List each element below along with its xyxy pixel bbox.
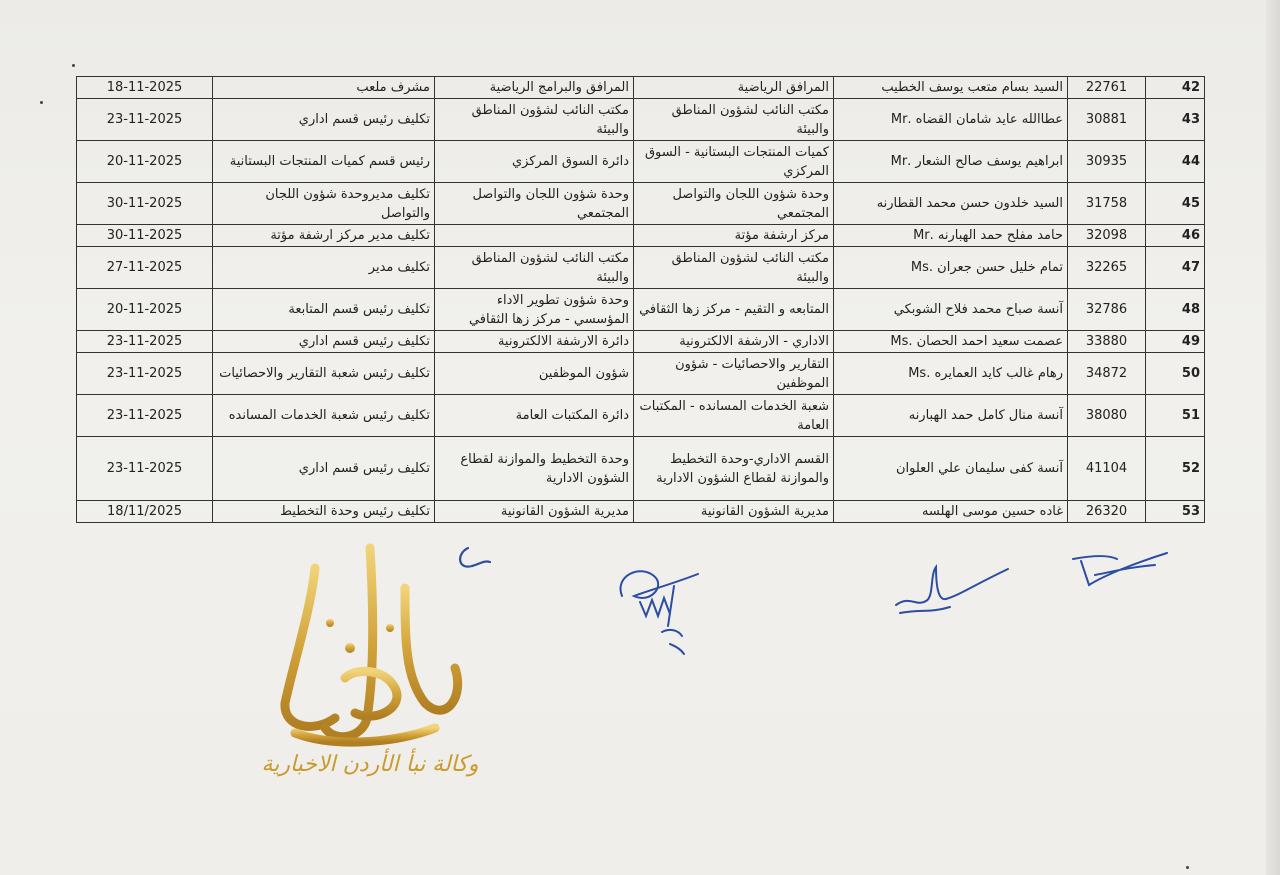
scan-speck (40, 101, 43, 104)
name-cell: تمام خليل حسن جعران .Ms (834, 247, 1068, 289)
department-cell: دائرة المكتبات العامة (435, 395, 634, 437)
employee-id-cell: 32098 (1068, 225, 1146, 247)
table-row (77, 501, 1205, 523)
sequence-cell: 53 (1146, 501, 1205, 523)
name-cell: رهام غالب كايد العمايره .Ms (834, 353, 1068, 395)
table-row (77, 99, 1205, 141)
sequence-cell: 44 (1146, 141, 1205, 183)
date-cell: 23-11-2025 (77, 437, 213, 501)
date-cell: 23-11-2025 (77, 331, 213, 353)
duty-cell: تكليف مديروحدة شؤون اللجان والتواصل (213, 183, 435, 225)
employee-id-cell: 30935 (1068, 141, 1146, 183)
duty-cell: تكليف رئيس شعبة الخدمات المسانده (213, 395, 435, 437)
sequence-cell: 46 (1146, 225, 1205, 247)
name-cell: آنسة كفى سليمان علي العلوان (834, 437, 1068, 501)
name-cell: آنسة صباح محمد فلاح الشوبكي (834, 289, 1068, 331)
duty-cell: تكليف رئيس قسم اداري (213, 331, 435, 353)
employee-id-cell: 32786 (1068, 289, 1146, 331)
duty-cell: مشرف ملعب (213, 77, 435, 99)
employee-id-cell: 32265 (1068, 247, 1146, 289)
unit-cell: التقارير والاحصائيات - شؤون الموظفين (634, 353, 834, 395)
employee-id-cell: 41104 (1068, 437, 1146, 501)
date-cell: 23-11-2025 (77, 353, 213, 395)
name-cell: آنسة منال كامل حمد الهبارنه (834, 395, 1068, 437)
agency-name: وكالة نبأ الأردن الاخبارية (261, 752, 479, 777)
table-row (77, 183, 1205, 225)
signature-3 (890, 555, 1020, 625)
news-agency-logo (255, 528, 485, 788)
sequence-cell: 50 (1146, 353, 1205, 395)
duty-cell: تكليف رئيس قسم المتابعة (213, 289, 435, 331)
date-cell: 18-11-2025 (77, 77, 213, 99)
sequence-cell: 51 (1146, 395, 1205, 437)
name-cell: غاده حسين موسى الهلسه (834, 501, 1068, 523)
sequence-cell: 49 (1146, 331, 1205, 353)
unit-cell: الاداري - الارشفة الالكترونية (634, 331, 834, 353)
unit-cell: مركز ارشفة مؤتة (634, 225, 834, 247)
date-cell: 23-11-2025 (77, 99, 213, 141)
unit-cell: شعبة الخدمات المسانده - المكتبات العامة (634, 395, 834, 437)
sequence-cell: 45 (1146, 183, 1205, 225)
table-row (77, 77, 1205, 99)
table-row (77, 331, 1205, 353)
sequence-cell: 42 (1146, 77, 1205, 99)
unit-cell: مكتب النائب لشؤون المناطق والبيئة (634, 99, 834, 141)
unit-cell: مديرية الشؤون القانونية (634, 501, 834, 523)
unit-cell: مكتب النائب لشؤون المناطق والبيئة (634, 247, 834, 289)
date-cell: 30-11-2025 (77, 183, 213, 225)
sequence-cell: 47 (1146, 247, 1205, 289)
scan-speck (1186, 866, 1189, 869)
department-cell: المرافق والبرامج الرياضية (435, 77, 634, 99)
department-cell: شؤون الموظفين (435, 353, 634, 395)
table-row (77, 437, 1205, 501)
table-row (77, 141, 1205, 183)
unit-cell: المتابعه و التقيم - مركز زها الثقافي (634, 289, 834, 331)
sequence-cell: 48 (1146, 289, 1205, 331)
unit-cell: القسم الاداري-وحدة التخطيط والموازنة لقطاع الشؤون الادارية (634, 437, 834, 501)
unit-cell: كميات المنتجات البستانية - السوق المركزي (634, 141, 834, 183)
unit-cell: المرافق الرياضية (634, 77, 834, 99)
date-cell: 27-11-2025 (77, 247, 213, 289)
name-cell: السيد بسام متعب يوسف الخطيب (834, 77, 1068, 99)
department-cell: دائرة الارشفة الالكترونية (435, 331, 634, 353)
department-cell: وحدة التخطيط والموازنة لقطاع الشؤون الادارية (435, 437, 634, 501)
duty-cell: تكليف رئيس شعبة التقارير والاحصائيات (213, 353, 435, 395)
duty-cell: تكليف رئيس قسم اداري (213, 99, 435, 141)
duty-cell: تكليف رئيس وحدة التخطيط (213, 501, 435, 523)
table-row (77, 353, 1205, 395)
name-cell: عصمت سعيد احمد الحصان .Ms (834, 331, 1068, 353)
employee-id-cell: 31758 (1068, 183, 1146, 225)
employee-id-cell: 26320 (1068, 501, 1146, 523)
name-cell: حامد مفلح حمد الهبارنه .Mr (834, 225, 1068, 247)
department-cell: مكتب النائب لشؤون المناطق والبيئة (435, 247, 634, 289)
scan-speck (72, 64, 75, 67)
date-cell: 30-11-2025 (77, 225, 213, 247)
date-cell: 23-11-2025 (77, 395, 213, 437)
department-cell: مديرية الشؤون القانونية (435, 501, 634, 523)
department-cell: وحدة شؤون تطوير الاداء المؤسسي - مركز زها الثقافي (435, 289, 634, 331)
unit-cell: وحدة شؤون اللجان والتواصل المجتمعي (634, 183, 834, 225)
signature-4 (1065, 545, 1175, 600)
duty-cell: تكليف رئيس قسم اداري (213, 437, 435, 501)
assignments-table (76, 76, 1205, 523)
table-row (77, 289, 1205, 331)
scan-edge (1266, 0, 1280, 875)
table-row (77, 225, 1205, 247)
sequence-cell: 52 (1146, 437, 1205, 501)
employee-id-cell: 30881 (1068, 99, 1146, 141)
date-cell: 18/11/2025 (77, 501, 213, 523)
name-cell: السيد خلدون حسن محمد القطارنه (834, 183, 1068, 225)
date-cell: 20-11-2025 (77, 141, 213, 183)
name-cell: عطاالله عايد شامان القضاه .Mr (834, 99, 1068, 141)
department-cell: وحدة شؤون اللجان والتواصل المجتمعي (435, 183, 634, 225)
employee-id-cell: 33880 (1068, 331, 1146, 353)
duty-cell: تكليف مدير مركز ارشفة مؤتة (213, 225, 435, 247)
department-cell (435, 225, 634, 247)
department-cell: مكتب النائب لشؤون المناطق والبيئة (435, 99, 634, 141)
duty-cell: رئيس قسم كميات المنتجات البستانية (213, 141, 435, 183)
date-cell: 20-11-2025 (77, 289, 213, 331)
department-cell: دائرة السوق المركزي (435, 141, 634, 183)
sequence-cell: 43 (1146, 99, 1205, 141)
name-cell: ابراهيم يوسف صالح الشعار .Mr (834, 141, 1068, 183)
employee-id-cell: 34872 (1068, 353, 1146, 395)
duty-cell: تكليف مدير (213, 247, 435, 289)
table-row (77, 395, 1205, 437)
table-row (77, 247, 1205, 289)
signature-2 (610, 556, 710, 666)
employee-id-cell: 22761 (1068, 77, 1146, 99)
employee-id-cell: 38080 (1068, 395, 1146, 437)
